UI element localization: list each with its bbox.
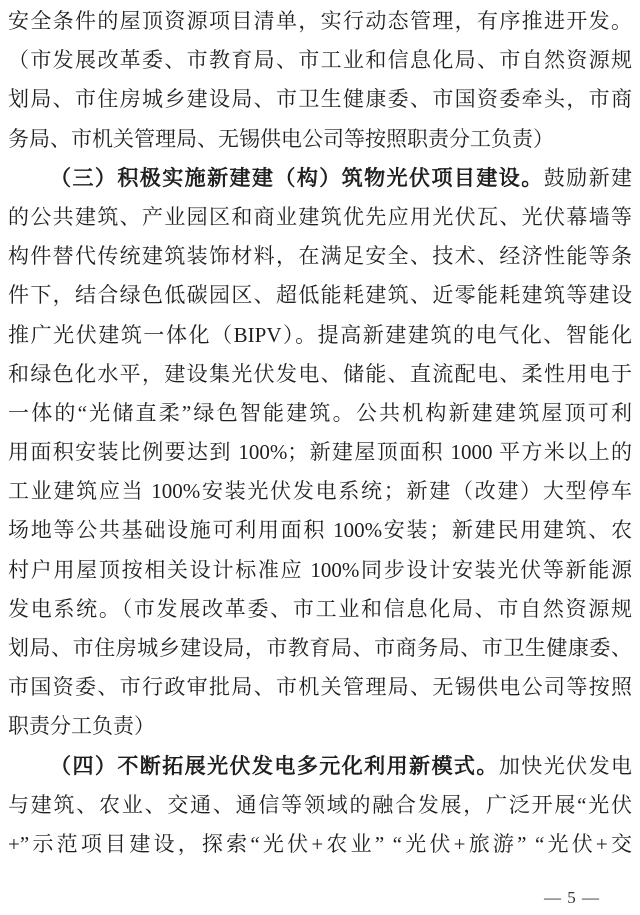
section-heading: （三）积极实施新建建（构）筑物光伏项目建设。 bbox=[50, 165, 544, 190]
text-line bbox=[8, 2, 632, 41]
text-segment: 与建筑、农业、交通、通信等领域的融合发展，广泛开展“光伏 bbox=[8, 792, 632, 817]
text-line bbox=[8, 747, 632, 786]
text-line bbox=[8, 276, 632, 315]
text-line bbox=[8, 120, 632, 159]
text-segment: 安全条件的屋顶资源项目清单，实行动态管理，有序推进开发。 bbox=[8, 9, 632, 33]
text-segment: 职责分工负责） bbox=[8, 714, 155, 739]
text-line bbox=[8, 511, 632, 550]
text-line bbox=[8, 394, 632, 433]
text-segment: 推广光伏建筑一体化（BIPV）。提高新建建筑的电气化、智能化 bbox=[8, 322, 632, 347]
text-line bbox=[8, 786, 632, 825]
text-line bbox=[8, 41, 632, 80]
text-line bbox=[8, 355, 632, 394]
text-segment: 村户用屋顶按相关设计标准应 100%同步设计安装光伏等新能源 bbox=[8, 557, 632, 582]
text-segment: 工业建筑应当 100%安装光伏发电系统；新建（改建）大型停车 bbox=[8, 479, 632, 504]
section-heading: （四）不断拓展光伏发电多元化利用新模式。 bbox=[50, 753, 499, 778]
text-line bbox=[8, 316, 632, 355]
text-line bbox=[8, 159, 632, 198]
text-segment: 市国资委、市行政审批局、市机关管理局、无锡供电公司等按照 bbox=[8, 675, 632, 700]
text-line bbox=[8, 433, 632, 472]
text-segment: 划局、市住房城乡建设局、市卫生健康委、市国资委牵头，市商 bbox=[8, 87, 632, 112]
text-segment: 场地等公共基础设施可利用面积 100%安装；新建民用建筑、农 bbox=[8, 518, 632, 543]
text-segment: 用面积安装比例要达到 100%；新建屋顶面积 1000 平方米以上的 bbox=[8, 440, 632, 465]
text-line bbox=[8, 237, 632, 276]
text-segment: 务局、市机关管理局、无锡供电公司等按照职责分工负责） bbox=[8, 126, 554, 151]
text-segment: +”示范项目建设，探索“光伏+农业” “光伏+旅游” “光伏+交 bbox=[8, 831, 632, 856]
text-segment: 件下，结合绿色低碳园区、超低能耗建筑、近零能耗建筑等建设 bbox=[8, 283, 632, 308]
text-segment: 加快光伏发电 bbox=[498, 753, 633, 778]
text-line bbox=[8, 472, 632, 511]
text-segment: 划局、市住房城乡建设局，市教育局、市商务局、市卫生健康委、 bbox=[8, 636, 632, 660]
text-line bbox=[8, 825, 632, 864]
text-segment: （市发展改革委、市教育局、市工业和信息化局、市自然资源规 bbox=[8, 48, 632, 73]
document-body bbox=[8, 2, 632, 864]
text-segment: 和绿色化水平，建设集光伏发电、储能、直流配电、柔性用电于 bbox=[8, 361, 632, 386]
page-number: — 5 — bbox=[544, 888, 600, 907]
text-segment: 的公共建筑、产业园区和商业建筑优先应用光伏瓦、光伏幕墙等 bbox=[8, 204, 632, 229]
text-line bbox=[8, 590, 632, 629]
text-segment: 发电系统。（市发展改革委、市工业和信息化局、市自然资源规 bbox=[8, 596, 632, 621]
text-line bbox=[8, 629, 632, 668]
text-segment: 一体的“光储直柔”绿色智能建筑。公共机构新建建筑屋顶可利 bbox=[8, 400, 632, 425]
text-segment: 鼓励新建 bbox=[543, 165, 633, 190]
text-line bbox=[8, 551, 632, 590]
text-line bbox=[8, 198, 632, 237]
text-segment: 构件替代传统建筑装饰材料，在满足安全、技术、经济性能等条 bbox=[8, 244, 632, 269]
text-line bbox=[8, 707, 632, 746]
text-line bbox=[8, 668, 632, 707]
text-line bbox=[8, 80, 632, 119]
